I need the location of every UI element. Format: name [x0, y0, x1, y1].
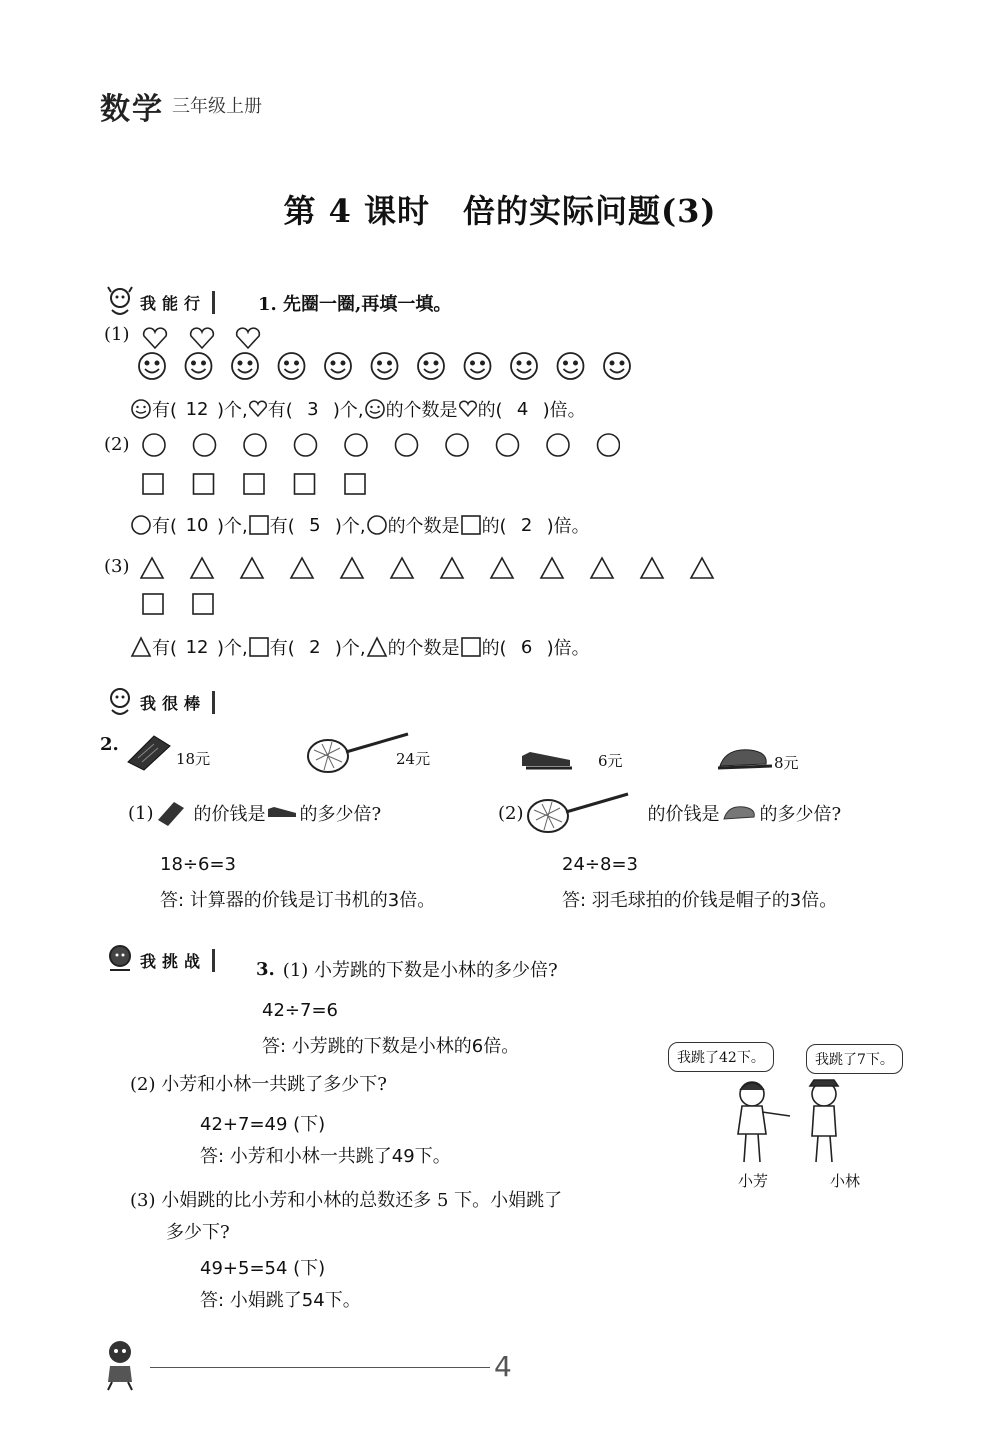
text: 的( [481, 638, 507, 659]
q3-sub3-calc: 49+5=54 (下) [200, 1258, 326, 1279]
q3-sub3-answer: 答: 小娟跳了54下。 [200, 1290, 361, 1311]
mascot-icon [100, 284, 140, 320]
speech-bubble-xiaolin: 我跳了7下。 [806, 1044, 903, 1074]
text: 的价钱是 [193, 804, 266, 825]
q2-num: 2. [100, 734, 119, 755]
hearts-row [140, 326, 270, 352]
calculator-icon [154, 798, 188, 828]
page-title: 第 4 课时 倍的实际问题(3) [283, 192, 717, 230]
section-badge-1 [100, 284, 215, 320]
square-icon [143, 474, 163, 494]
smiley-icon [558, 353, 584, 379]
smiley-icon [364, 398, 386, 420]
square-icon [248, 514, 270, 536]
text: 有( [152, 400, 178, 421]
triangle-icon [141, 558, 163, 578]
squares-row-2 [140, 470, 380, 500]
circle-icon [446, 434, 468, 456]
grade-label: 三年级上册 [172, 96, 262, 117]
q2-sub1-calc: 18÷6=3 [160, 854, 236, 875]
text: 的个数是 [385, 400, 458, 421]
q3-sub2-question: (2) 小芳和小林一共跳了多少下? [130, 1074, 387, 1095]
q2-sub2-num: (2) [498, 802, 524, 824]
square-icon [295, 474, 315, 494]
footer-mascot-icon [96, 1336, 146, 1392]
text: 的( [481, 516, 507, 537]
triangle-icon [641, 558, 663, 578]
triangle-icon [491, 558, 513, 578]
text: )个, [334, 516, 366, 537]
answer-blank[interactable]: 12 [185, 636, 209, 658]
q3-sub2-calc: 42+7=49 (下) [200, 1114, 326, 1135]
q1-p3-num: (3) [104, 556, 130, 577]
text: )个, [217, 638, 248, 659]
smiley-icon [465, 353, 491, 379]
hat-icon [716, 742, 776, 774]
text: (1) 小芳跳的下数是小林的多少倍? [282, 960, 558, 981]
text: 的个数是 [387, 516, 460, 537]
smileys-row [136, 350, 676, 382]
text: )个, [217, 516, 248, 537]
q2-sub1-question [128, 798, 381, 828]
heart-icon [191, 328, 214, 348]
subject-label: 数学 [100, 92, 164, 127]
circles-row [140, 430, 620, 460]
badge-label: 我很棒 [140, 691, 215, 714]
square-icon [244, 474, 264, 494]
smiley-icon [604, 353, 630, 379]
q1-p3-answer-line [130, 634, 590, 660]
q2-sub1-num: (1) [128, 802, 154, 824]
q3-sub2-answer: 答: 小芳和小林一共跳了49下。 [200, 1146, 451, 1167]
circle-icon [598, 434, 620, 456]
square-icon [143, 594, 163, 614]
page-number: 4 [494, 1350, 512, 1383]
calculator-icon [124, 732, 174, 772]
triangle-icon [341, 558, 363, 578]
q2-sub2-calc: 24÷8=3 [562, 854, 638, 875]
triangles-row [140, 554, 730, 584]
answer-blank[interactable]: 2 [309, 636, 321, 658]
text: )个, [217, 400, 248, 421]
smiley-icon [418, 353, 444, 379]
smiley-icon [325, 353, 351, 379]
q2-sub1-answer: 答: 计算器的价钱是订书机的3倍。 [160, 890, 436, 911]
q1-p2-num: (2) [104, 434, 130, 455]
text: )倍。 [546, 638, 590, 659]
text: 的价钱是 [647, 804, 720, 825]
answer-blank[interactable]: 2 [520, 514, 533, 536]
circle-icon [143, 434, 165, 456]
triangle-icon [591, 558, 613, 578]
triangle-icon [366, 636, 388, 658]
mascot-icon [100, 942, 140, 978]
triangle-icon [241, 558, 263, 578]
heart-icon [144, 328, 167, 348]
text: )个, [332, 400, 364, 421]
text: 有( [267, 400, 293, 421]
answer-blank[interactable]: 6 [520, 636, 533, 658]
smiley-icon [186, 353, 212, 379]
hat-icon [720, 801, 760, 825]
stapler-price: 6元 [598, 752, 623, 770]
q1-p1-num: (1) [104, 324, 130, 345]
q2-sub2-answer: 答: 羽毛球拍的价钱是帽子的3倍。 [562, 890, 838, 911]
q2-sub2-question [498, 790, 841, 836]
circle-icon [194, 434, 216, 456]
q1-p1-answer-line [130, 396, 586, 422]
text: 有( [152, 516, 178, 537]
triangle-icon [291, 558, 313, 578]
q3-sub3-question-line2: 多少下? [166, 1222, 230, 1243]
smiley-icon [130, 398, 152, 420]
answer-blank[interactable]: 3 [307, 398, 319, 420]
name-xiaolin: 小林 [830, 1172, 861, 1190]
circle-icon [366, 514, 388, 536]
q3-sub3-question-line1: (3) 小娟跳的比小芳和小林的总数还多 5 下。小娟跳了 [130, 1190, 563, 1211]
circle-icon [130, 514, 152, 536]
section-badge-3 [100, 942, 215, 978]
smiley-icon [279, 353, 305, 379]
children-illustration [712, 1072, 862, 1168]
answer-blank[interactable]: 4 [516, 398, 529, 420]
heart-icon [237, 328, 260, 348]
text: 的个数是 [387, 638, 460, 659]
text: )个, [334, 638, 366, 659]
q3-num: 3. [256, 958, 275, 980]
section-badge-2 [100, 684, 215, 720]
circle-icon [547, 434, 569, 456]
square-icon [460, 514, 482, 536]
square-icon [194, 474, 214, 494]
text: )倍。 [546, 516, 590, 537]
triangle-icon [691, 558, 713, 578]
racket-icon [524, 790, 634, 836]
smiley-icon [372, 353, 398, 379]
name-xiaofang: 小芳 [738, 1172, 769, 1190]
text: 有( [269, 516, 295, 537]
squares-row-3 [140, 590, 240, 620]
q1-prompt: 1. 先圈一圈,再填一填。 [258, 294, 452, 315]
stapler-icon [520, 746, 576, 772]
answer-blank[interactable]: 5 [309, 514, 321, 536]
triangle-icon [130, 636, 152, 658]
square-icon [345, 474, 365, 494]
calculator-price: 18元 [176, 750, 211, 768]
square-icon [248, 636, 270, 658]
smiley-icon [511, 353, 537, 379]
triangle-icon [441, 558, 463, 578]
mascot-icon [100, 684, 140, 720]
heart-icon [248, 399, 268, 419]
q3-sub1-answer: 答: 小芳跳的下数是小林的6倍。 [262, 1036, 520, 1057]
q1-p2-answer-line [130, 512, 590, 538]
triangle-icon [541, 558, 563, 578]
circle-icon [295, 434, 317, 456]
q3-sub1-question [256, 956, 558, 982]
smiley-icon [139, 353, 165, 379]
answer-blank[interactable]: 12 [185, 398, 209, 420]
text: 的( [477, 400, 503, 421]
circle-icon [497, 434, 519, 456]
text: 有( [269, 638, 295, 659]
circle-icon [244, 434, 266, 456]
badge-label: 我挑战 [140, 949, 215, 972]
triangle-icon [191, 558, 213, 578]
triangle-icon [391, 558, 413, 578]
square-icon [193, 594, 213, 614]
heart-icon [458, 399, 478, 419]
text: 有( [152, 638, 178, 659]
speech-bubble-xiaofang: 我跳了42下。 [668, 1042, 774, 1072]
stapler-icon [266, 803, 300, 823]
badge-label: 我能行 [140, 291, 215, 314]
text: 的多少倍? [299, 804, 382, 825]
text: )倍。 [542, 400, 586, 421]
circle-icon [345, 434, 367, 456]
square-icon [460, 636, 482, 658]
q3-sub1-calc: 42÷7=6 [262, 1000, 338, 1021]
text: 的多少倍? [759, 804, 842, 825]
smiley-icon [232, 353, 258, 379]
racket-price: 24元 [396, 750, 431, 768]
footer-line [150, 1367, 490, 1368]
circle-icon [396, 434, 418, 456]
answer-blank[interactable]: 10 [185, 514, 209, 536]
hat-price: 8元 [774, 754, 799, 772]
